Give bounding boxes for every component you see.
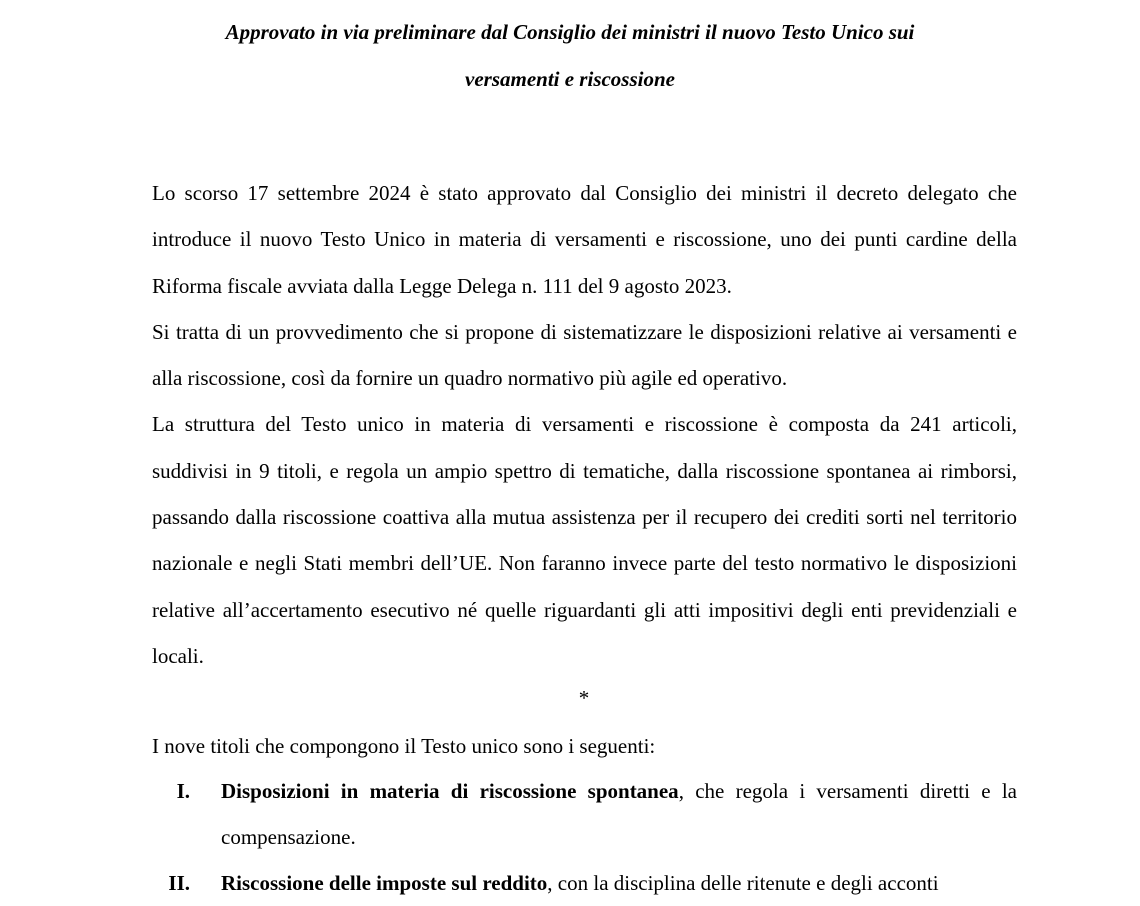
list-item-heading: Riscossione delle imposte sul reddito	[221, 871, 548, 895]
paragraph-purpose: Si tratta di un provvedimento che si propone di sistematizzare le disposizioni relative ai versamenti e alla riscossione, così da fornire un quadro normativo più agile ed operativo.	[152, 319, 1017, 391]
list-item-content	[221, 860, 1017, 906]
body-text	[152, 170, 1017, 679]
paragraph-approval: Lo scorso 17 settembre 2024 è stato approvato dal Consiglio dei ministri il decreto delegato che introduce il nuovo Testo Unico in materia di versamenti e riscossione, uno dei punti cardine della Riforma fiscale avviata dalla Legge Delega n. 111 del 9 agosto 2023.	[152, 181, 1017, 298]
list-item-description: , che regola i versamenti diretti e la compensazione.	[221, 779, 1017, 850]
list-item-heading: Disposizioni in materia di riscossione spontanea	[221, 779, 679, 803]
paragraph-structure: La struttura del Testo unico in materia di versamenti e riscossione è composta da 241 articoli, suddivisi in 9 titoli, e regola un ampio spettro di tematiche, dalla riscossione spontanea ai rimborsi, passando dalla riscossione coattiva alla mutua assistenza per il recupero dei crediti sorti nel territorio nazionale e negli Stati membri dell’UE. Non faranno invece parte del testo normativo le disposizioni relative all’accertamento esecutivo né quelle riguardanti gli atti impositivi degli enti previdenziali e locali.	[152, 412, 1017, 668]
document-title-line-2: versamenti e riscossione	[465, 67, 675, 91]
list-item-numeral: I.	[176, 779, 190, 803]
list-item-description: , con la disciplina delle ritenute e degli acconti	[547, 871, 939, 895]
list-item-numeral: II.	[168, 871, 190, 895]
list-item-content	[221, 768, 1017, 861]
list-item-title-1	[150, 768, 1017, 861]
section-separator: *	[578, 686, 590, 710]
list-item-title-2	[150, 860, 1017, 906]
document-title-line-1: Approvato in via preliminare dal Consiglio dei ministri il nuovo Testo Unico sui	[225, 20, 915, 44]
list-intro: I nove titoli che compongono il Testo unico sono i seguenti:	[152, 734, 656, 758]
